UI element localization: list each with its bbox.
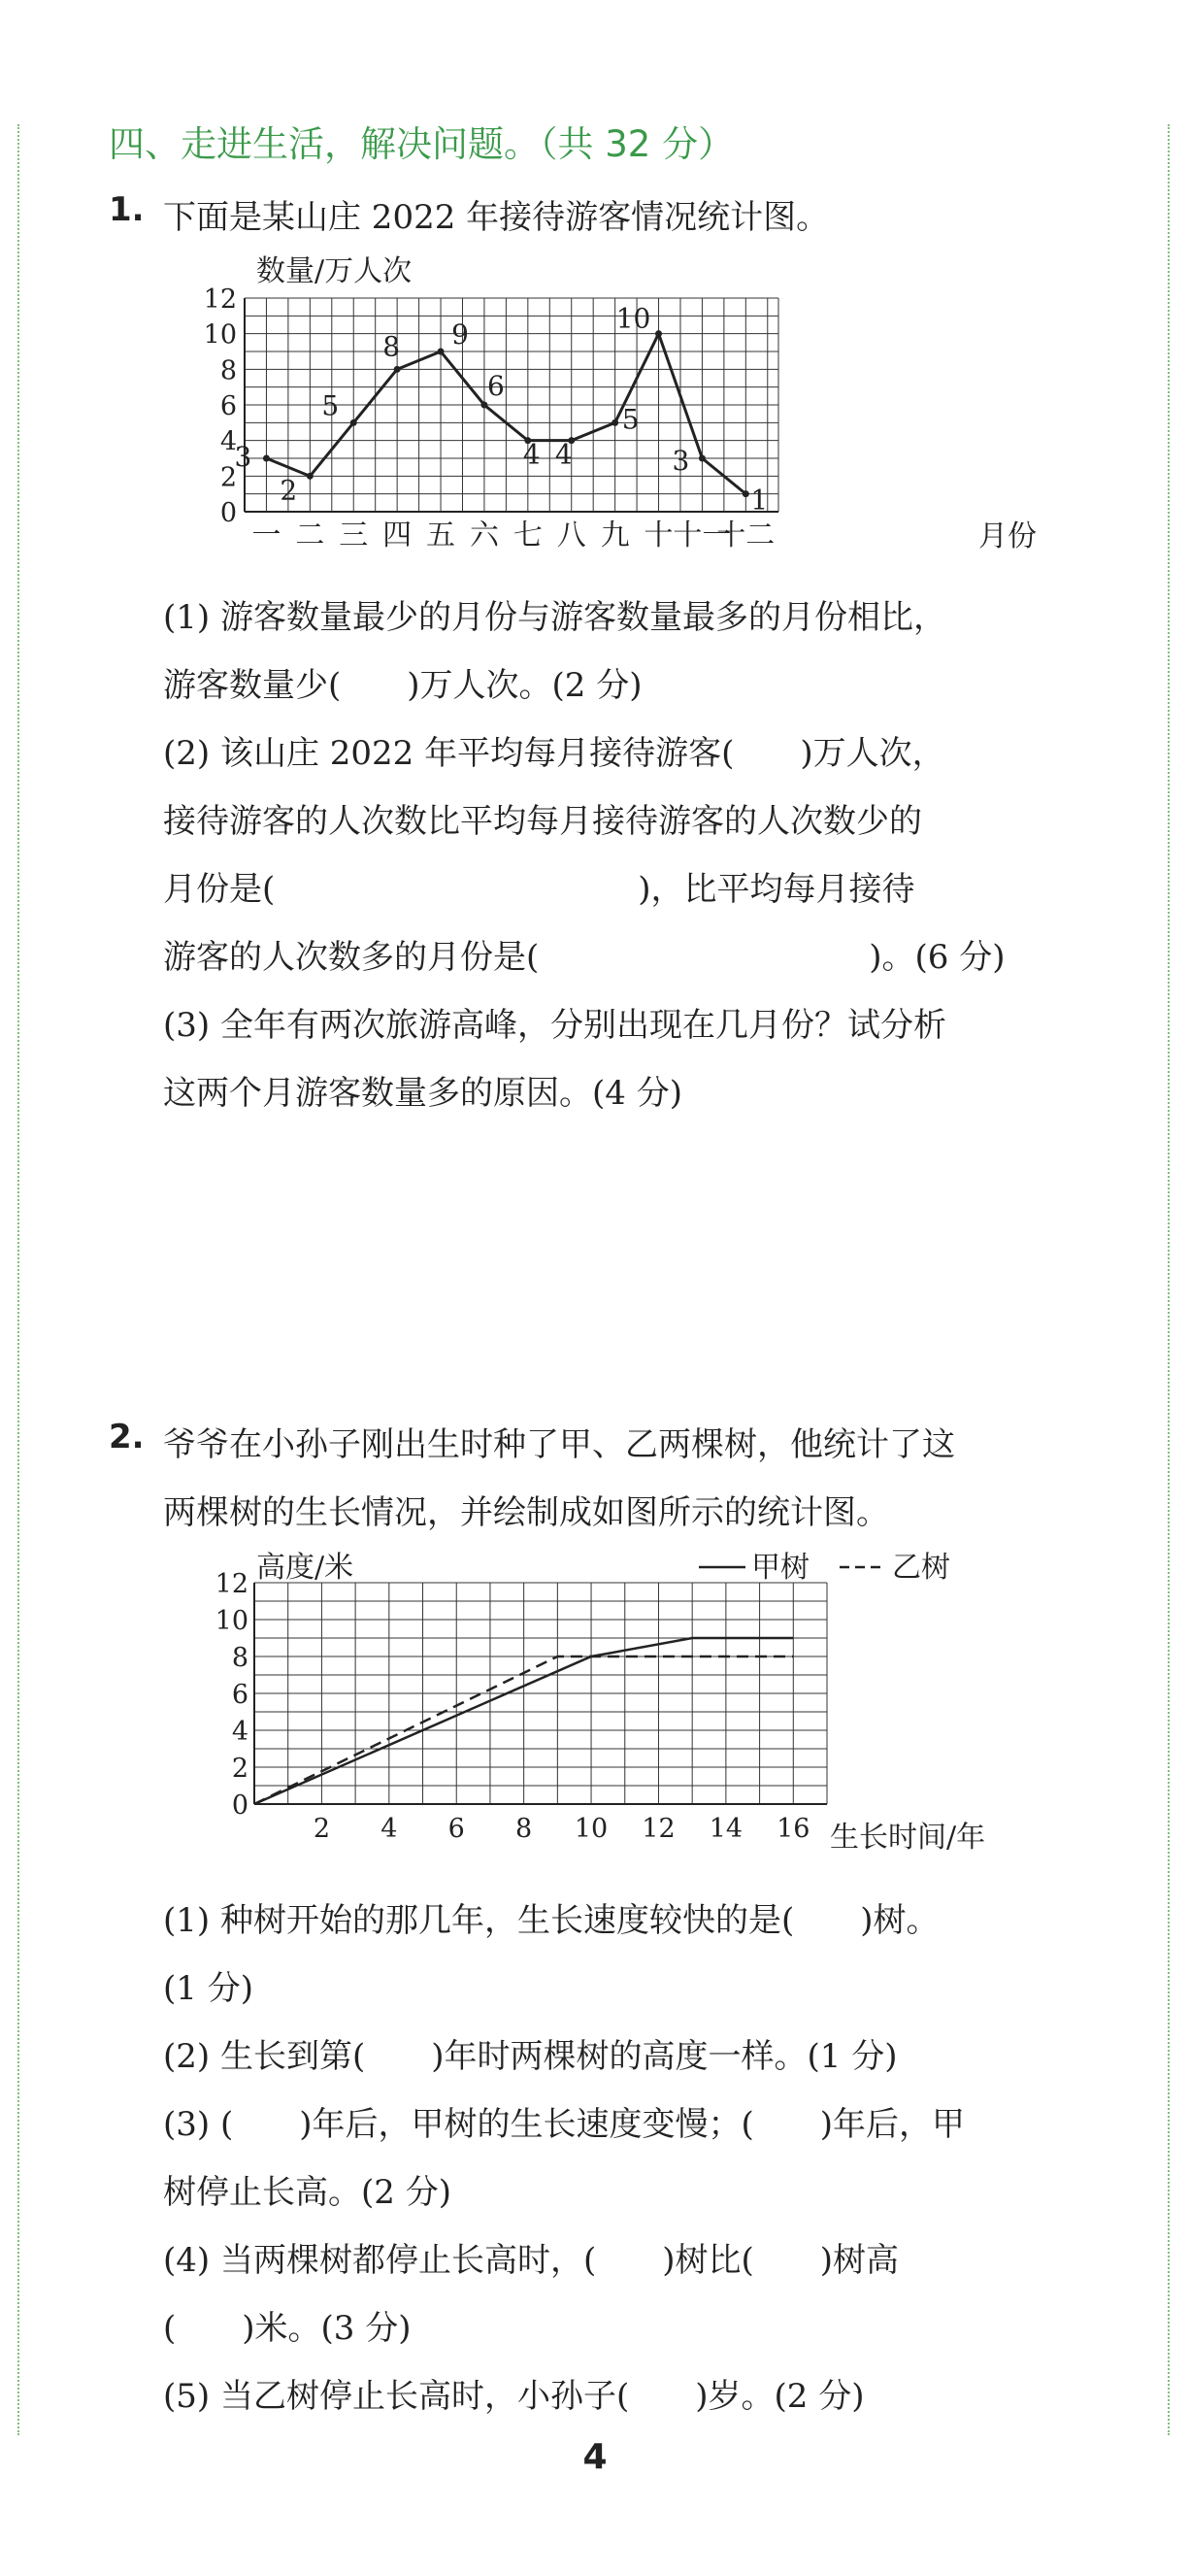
chart-2-line-chart <box>194 1544 1068 1864</box>
chart-1-y-tick-label: 4 <box>219 426 237 457</box>
chart-1-point <box>263 455 270 462</box>
q2-sub-line-3: (2) 生长到第( )年时两棵树的高度一样。(1 分) <box>163 2037 898 2076</box>
q2-sub-line-2: (1 分) <box>163 1969 253 2008</box>
q2-sub-line-4: (3) ( )年后，甲树的生长速度变慢；( )年后，甲 <box>163 2105 966 2144</box>
chart-2-legend-label: 甲树 <box>751 1551 810 1585</box>
chart-1-labels <box>235 303 769 517</box>
q2-sub-line-7: ( )米。(3 分) <box>163 2309 412 2348</box>
chart-1-y-tick-label: 2 <box>219 462 237 493</box>
question-1-text: 下面是某山庄 2022 年接待游客情况统计图。 <box>163 198 830 237</box>
q2-sub-line-1: (1) 种树开始的那几年，生长速度较快的是( )树。 <box>163 1901 940 1940</box>
chart-1-x-tick-label: 五 <box>426 519 456 552</box>
q1-sub-line-7: (3) 全年有两次旅游高峰，分别出现在几月份？试分析 <box>163 1006 946 1045</box>
chart-1-y-tick-label: 10 <box>203 319 237 351</box>
q1-sub-line-5: 月份是( )，比平均每月接待 <box>163 870 915 909</box>
chart-1-point <box>612 419 618 426</box>
chart-1-x-tick-label: 九 <box>600 519 630 552</box>
q2-sub-line-6: (4) 当两棵树都停止长高时，( )树比( )树高 <box>163 2241 900 2280</box>
chart-1-x-tick-label: 十二 <box>716 519 776 552</box>
chart-1-y-tick-label: 12 <box>203 284 237 315</box>
chart-2-y-axis-label: 高度/米 <box>256 1551 354 1585</box>
chart-1-point <box>699 455 706 462</box>
chart-1-point <box>394 366 401 373</box>
chart-2-axes <box>215 1569 827 1844</box>
chart-1-point <box>307 473 314 480</box>
chart-2-x-tick-label: 8 <box>515 1814 533 1844</box>
question-2-number: 2. <box>109 1418 145 1456</box>
chart-1-data-label: 9 <box>451 318 469 351</box>
chart-1-data-label: 1 <box>750 484 769 517</box>
chart-2-y-tick-label: 0 <box>231 1790 248 1821</box>
right-dotted-border <box>1168 124 1170 2435</box>
q1-sub-line-1: (1) 游客数量最少的月份与游客数量最多的月份相比， <box>163 598 946 637</box>
chart-1-data-label: 6 <box>487 370 505 402</box>
chart-1-x-tick-label: 一 <box>251 519 281 552</box>
left-dotted-border <box>17 124 19 2435</box>
chart-2-x-tick-label: 12 <box>642 1814 676 1844</box>
q1-sub-line-8: 这两个月游客数量多的原因。(4 分) <box>163 1074 682 1113</box>
chart-1-data-label: 4 <box>522 438 541 471</box>
chart-1-data-label: 8 <box>382 330 401 363</box>
chart-1-point <box>480 402 487 409</box>
chart-1-x-tick-label: 七 <box>512 519 543 552</box>
chart-1-y-axis-label: 数量/万人次 <box>256 254 413 288</box>
chart-1-x-tick-label: 二 <box>295 519 325 552</box>
chart-1-x-tick-label: 六 <box>469 519 499 552</box>
question-2-text-line-2: 两棵树的生长情况，并绘制成如图所示的统计图。 <box>163 1493 889 1532</box>
chart-2-x-tick-label: 2 <box>313 1814 331 1844</box>
chart-1-x-tick-label: 四 <box>382 519 413 552</box>
page-number: 4 <box>582 2437 608 2477</box>
chart-1-point <box>350 419 357 426</box>
question-2-text-line-1: 爷爷在小孙子刚出生时种了甲、乙两棵树，他统计了这 <box>163 1425 955 1464</box>
chart-1-x-tick-label: 三 <box>339 519 369 552</box>
chart-1-data-label: 5 <box>621 403 640 436</box>
q2-sub-line-8: (5) 当乙树停止长高时，小孙子( )岁。(2 分) <box>163 2377 865 2416</box>
chart-2-y-tick-label: 12 <box>215 1569 248 1599</box>
chart-2-y-tick-label: 4 <box>231 1717 248 1747</box>
chart-1-data-label: 3 <box>234 441 252 473</box>
q1-sub-line-2: 游客数量少( )万人次。(2 分) <box>163 666 643 705</box>
chart-1-y-tick-label: 0 <box>219 498 237 528</box>
chart-2-x-tick-label: 6 <box>447 1814 465 1844</box>
chart-2-y-tick-label: 6 <box>231 1680 248 1710</box>
question-1-number: 1. <box>109 190 145 229</box>
chart-2-x-axis-label: 生长时间/年 <box>830 1821 986 1855</box>
q2-sub-line-5: 树停止长高。(2 分) <box>163 2173 451 2212</box>
chart-2-y-tick-label: 10 <box>215 1606 248 1636</box>
chart-2-x-tick-label: 10 <box>574 1814 609 1844</box>
chart-1-x-tick-label: 八 <box>556 519 586 552</box>
q1-sub-line-4: 接待游客的人次数比平均每月接待游客的人次数少的 <box>163 802 922 841</box>
chart-1-x-tick-label: 十一 <box>673 519 732 552</box>
chart-1-y-tick-label: 6 <box>219 391 237 421</box>
q1-sub-line-3: (2) 该山庄 2022 年平均每月接待游客( )万人次， <box>163 734 945 773</box>
chart-1-line-chart <box>194 248 1068 568</box>
chart-1-point <box>655 330 662 337</box>
chart-2-legend <box>699 1551 950 1585</box>
chart-2-grid <box>254 1583 827 1804</box>
chart-1-data-label: 5 <box>321 389 340 422</box>
chart-1-data-label: 10 <box>615 302 651 335</box>
chart-1-x-tick-label: 十 <box>644 519 674 552</box>
chart-1-point <box>438 349 445 355</box>
chart-2-legend-label: 乙树 <box>892 1551 950 1585</box>
chart-1-x-axis-label: 月份 <box>978 519 1037 553</box>
chart-2-y-tick-label: 8 <box>231 1643 248 1673</box>
chart-2-x-tick-label: 4 <box>380 1814 398 1844</box>
section-title: 四、走进生活，解决问题。（共 32 分） <box>109 123 735 165</box>
chart-1-data-label: 2 <box>280 474 298 507</box>
chart-1-point <box>743 490 749 497</box>
q1-sub-line-6: 游客的人次数多的月份是( )。(6 分) <box>163 938 1006 977</box>
chart-1-data-label: 4 <box>554 438 573 471</box>
chart-1-data-label: 3 <box>672 445 690 477</box>
chart-1-axes <box>204 284 778 552</box>
chart-1-y-tick-label: 8 <box>219 355 237 386</box>
chart-2-x-tick-label: 14 <box>709 1814 744 1844</box>
chart-2-x-tick-label: 16 <box>777 1814 810 1844</box>
chart-2-y-tick-label: 2 <box>231 1754 248 1784</box>
